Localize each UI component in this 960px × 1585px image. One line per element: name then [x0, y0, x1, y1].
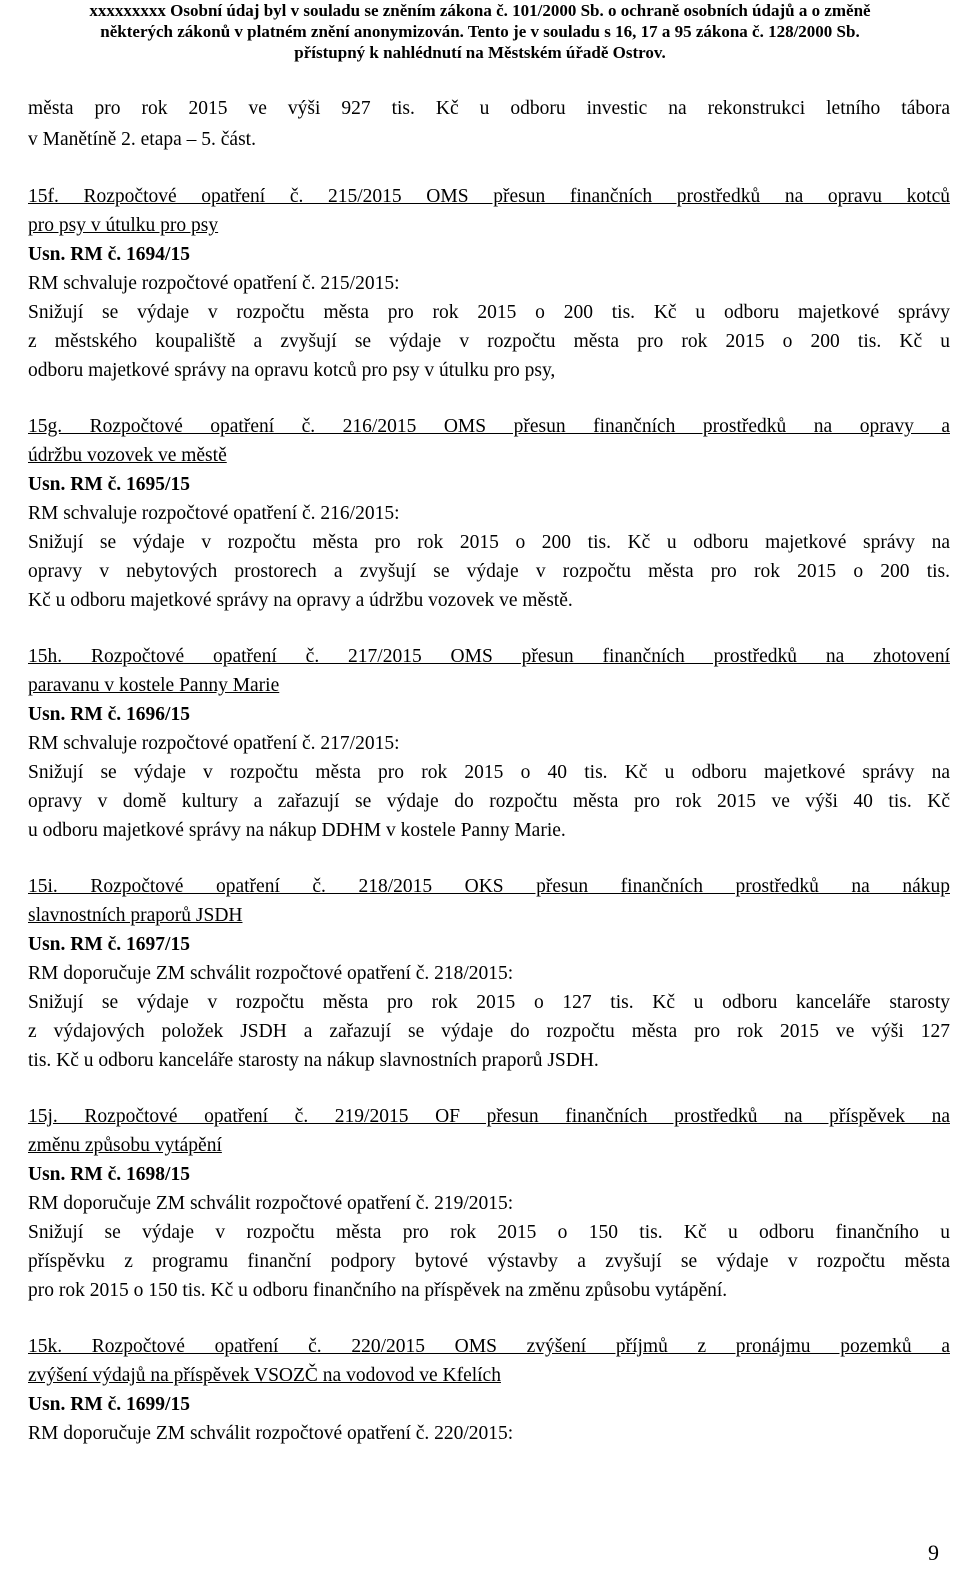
section-15i-rm: RM doporučuje ZM schválit rozpočtové opatření č. 218/2015: [28, 963, 514, 984]
header-line-3: přístupný k nahlédnutí na Městském úřadě Ostrov. [294, 43, 666, 62]
section-15i-usn: Usn. RM č. 1697/15 [28, 934, 190, 955]
section-15k-usn: Usn. RM č. 1699/15 [28, 1394, 190, 1415]
section-15f-rm: RM schvaluje rozpočtové opatření č. 215/2015: [28, 273, 400, 294]
section-15j-body-2: příspěvku z programu finanční podpory bytové výstavby a zvyšují se výdaje v rozpočtu města [28, 1251, 950, 1272]
section-15f-body-1: Snižují se výdaje v rozpočtu města pro rok 2015 o 200 tis. Kč u odboru majetkové správy [28, 302, 950, 323]
intro-line-1: města pro rok 2015 ve výši 927 tis. Kč u odboru investic na rekonstrukci letního tábora [28, 98, 950, 119]
section-15j-rm: RM doporučuje ZM schválit rozpočtové opatření č. 219/2015: [28, 1193, 514, 1214]
section-15j-body-1: Snižují se výdaje v rozpočtu města pro rok 2015 o 150 tis. Kč u odboru finančního u [28, 1222, 950, 1243]
section-15i-title-2: slavnostních praporů JSDH [28, 905, 243, 926]
section-15g-body-3: Kč u odboru majetkové správy na opravy a údržbu vozovek ve městě. [28, 590, 573, 611]
section-15h-title-1: 15h. Rozpočtové opatření č. 217/2015 OMS přesun finančních prostředků na zhotovení [28, 646, 950, 667]
section-15f-body-2: z městského koupaliště a zvyšují se výdaje v rozpočtu města pro rok 2015 o 200 tis. Kč u [28, 331, 950, 352]
section-15h-body-2: opravy v domě kultury a zařazují se výdaje do rozpočtu města pro rok 2015 ve výši 40 tis. Kč [28, 791, 950, 812]
section-15h-title-2: paravanu v kostele Panny Marie [28, 675, 280, 696]
section-15h-body-1: Snižují se výdaje v rozpočtu města pro rok 2015 o 40 tis. Kč u odboru majetkové správy na [28, 762, 950, 783]
section-15k-title-2: zvýšení výdajů na příspěvek VSOZČ na vodovod ve Kfelích [28, 1365, 501, 1386]
header-line-2: některých zákonů v platném znění anonymizován. Tento je v souladu s 16, 17 a 95 zákona č. 128/2000 Sb. [100, 22, 860, 41]
section-15j-title-2: změnu způsobu vytápění [28, 1135, 222, 1156]
page-number: 9 [928, 1540, 939, 1565]
section-15j-usn: Usn. RM č. 1698/15 [28, 1164, 190, 1185]
section-15h-rm: RM schvaluje rozpočtové opatření č. 217/2015: [28, 733, 400, 754]
section-15g-usn: Usn. RM č. 1695/15 [28, 474, 190, 495]
section-15g-title-1: 15g. Rozpočtové opatření č. 216/2015 OMS přesun finančních prostředků na opravy a [28, 416, 950, 437]
anonymization-header [0, 0, 960, 63]
section-15j-body-3: pro rok 2015 o 150 tis. Kč u odboru finančního na příspěvek na změnu způsobu vytápění. [28, 1280, 728, 1301]
section-15k-rm: RM doporučuje ZM schválit rozpočtové opatření č. 220/2015: [28, 1423, 514, 1444]
section-15i-title-1: 15i. Rozpočtové opatření č. 218/2015 OKS přesun finančních prostředků na nákup [28, 876, 950, 897]
section-15g-rm: RM schvaluje rozpočtové opatření č. 216/2015: [28, 503, 400, 524]
section-15h-usn: Usn. RM č. 1696/15 [28, 704, 190, 725]
intro-line-2: v Manětíně 2. etapa – 5. část. [28, 129, 256, 150]
section-15g-body-1: Snižují se výdaje v rozpočtu města pro rok 2015 o 200 tis. Kč u odboru majetkové správy na [28, 532, 950, 553]
header-line-1: xxxxxxxxx Osobní údaj byl v souladu se zněním zákona č. 101/2000 Sb. o ochraně osobních údajů a o změně [89, 1, 871, 20]
section-15i-body-3: tis. Kč u odboru kanceláře starosty na nákup slavnostních praporů JSDH. [28, 1050, 599, 1071]
section-15i-body-1: Snižují se výdaje v rozpočtu města pro rok 2015 o 127 tis. Kč u odboru kanceláře starosty [28, 992, 950, 1013]
section-15k-title-1: 15k. Rozpočtové opatření č. 220/2015 OMS zvýšení příjmů z pronájmu pozemků a [28, 1336, 950, 1357]
section-15j-title-1: 15j. Rozpočtové opatření č. 219/2015 OF přesun finančních prostředků na příspěvek na [28, 1106, 950, 1127]
section-15i-body-2: z výdajových položek JSDH a zařazují se výdaje do rozpočtu města pro rok 2015 ve výši 127 [28, 1021, 950, 1042]
section-15f-title-2: pro psy v útulku pro psy [28, 215, 219, 236]
section-15h-body-3: u odboru majetkové správy na nákup DDHM v kostele Panny Marie. [28, 820, 566, 841]
section-15g-title-2: údržbu vozovek ve městě [28, 445, 227, 466]
section-15f-body-3: odboru majetkové správy na opravu kotců pro psy v útulku pro psy, [28, 360, 556, 381]
section-15f-title-1: 15f. Rozpočtové opatření č. 215/2015 OMS přesun finančních prostředků na opravu kotců [28, 186, 950, 207]
section-15f-usn: Usn. RM č. 1694/15 [28, 244, 190, 265]
section-15g-body-2: opravy v nebytových prostorech a zvyšují se výdaje v rozpočtu města pro rok 2015 o 200 tis. [28, 561, 950, 582]
